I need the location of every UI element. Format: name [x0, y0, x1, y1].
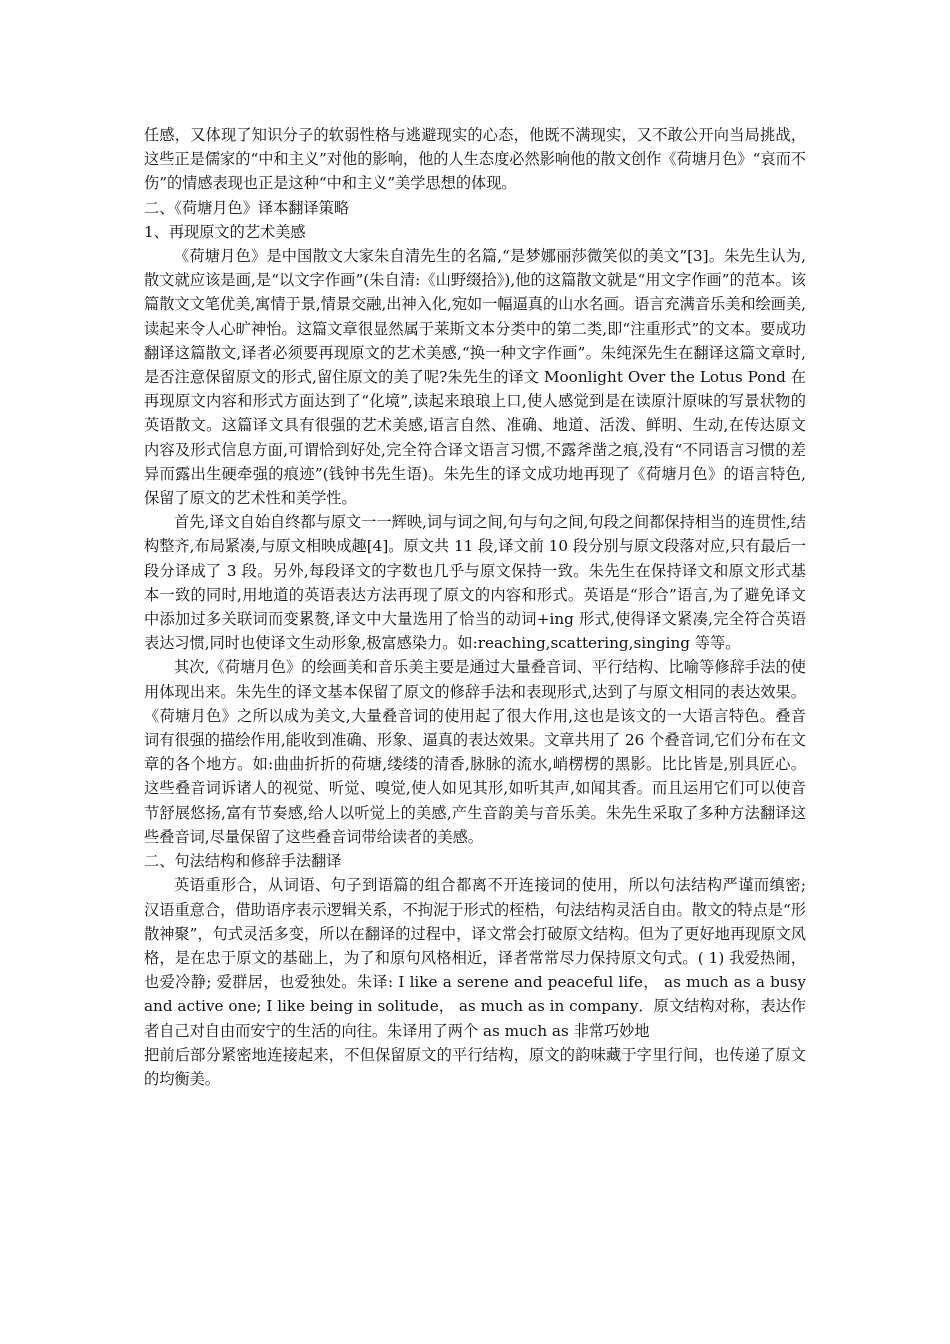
section-heading-syntax-rhetoric: 二、句法结构和修辞手法翻译	[144, 852, 342, 871]
section-heading-translation-strategy: 二、《荷塘月色》译本翻译策略	[144, 198, 350, 217]
paragraph-continued: 任感，又体现了知识分子的软弱性格与逃避现实的心态，他既不满现实，又不敢公开向当局挑战，这些正是儒家的“中和主义”对他的影响，他的人生态度必然影响他的散文创作《荷塘月色》“哀而不伤”的情感表现也正是这种“中和主义”美学思想的体现。	[144, 126, 806, 193]
paragraph-body: 其次,《荷塘月色》的绘画美和音乐美主要是通过大量叠音词、平行结构、比喻等修辞手法的使用体现出来。朱先生的译文基本保留了原文的修辞手法和表现形式,达到了与原文相同的表达效果。《荷塘月色》之所以成为美文,大量叠音词的使用起了很大作用,这也是该文的一大语言特色。叠音词有很强的描绘作用,能收到准确、形象、逼真的表达效果。文章共用了 26 个叠音词,它们分布在文章的各个地方。如:曲曲折折的荷塘,缕缕的清香,脉脉的流水,峭楞楞的黑影。比比皆是,别具匠心。这些叠音词诉诸人的视觉、听觉、嗅觉,使人如见其形,如听其声,如闻其香。而且运用它们可以使音节舒展悠扬,富有节奏感,给人以听觉上的美感,产生音韵美与音乐美。朱先生采取了多种方法翻译这些叠音词,尽量保留了这些叠音词带给读者的美感。	[144, 658, 806, 846]
paragraph-body: 英语重形合，从词语、句子到语篇的组合都离不开连接词的使用，所以句法结构严谨而缜密; 汉语重意合，借助语序表示逻辑关系，不拘泥于形式的桎梏，句法结构灵活自由。散文的特点是“形散神聚”，句式灵活多变，所以在翻译的过程中，译文常会打破原文结构。但为了更好地再现原文风格，是在忠于原文的基础上，为了和原句风格相近，译者常常尽力保持原文句式。( 1) 我爱热闹，也爱冷静; 爱群居，也爱独处。朱译: I like a serene and peaceful life， as much as a busy and active one; I like being in solitude， as much as in company．原文结构对称，表达作者自己对自由而安宁的生活的向往。朱译用了两个 as much as 非常巧妙地	[144, 876, 806, 1040]
document-page	[144, 123, 806, 1091]
paragraph-body: 首先,译文自始自终都与原文一一辉映,词与词之间,句与句之间,句段之间都保持相当的连贯性,结构整齐,布局紧凑,与原文相映成趣[4]。原文共 11 段,译文前 10 段分别与原文段落对应,只有最后一段分译成了 3 段。另外,每段译文的字数也几乎与原文保持一致。朱先生在保持译文和原文形式基本一致的同时,用地道的英语表达方法再现了原文的内容和形式。英语是“形合”语言,为了避免译文中添加过多关联词而变累赘,译文中大量选用了恰当的动词+ing 形式,使得译文紧凑,完全符合英语表达习惯,同时也使译文生动形象,极富感染力。如:reaching,scattering,singing 等等。	[144, 513, 806, 653]
paragraph-continued: 把前后部分紧密地连接起来，不但保留原文的平行结构，原文的韵味藏于字里行间，也传递了原文的均衡美。	[144, 1045, 806, 1088]
subsection-heading-artistic-beauty: 1、再现原文的艺术美感	[144, 222, 306, 241]
paragraph-body: 《荷塘月色》是中国散文大家朱自清先生的名篇,“是梦娜丽莎微笑似的美文”[3]。朱先生认为,散文就应该是画,是“以文字作画”(朱自清:《山野缀拾》),他的这篇散文就是“用文字作画”的范本。该篇散文文笔优美,寓情于景,情景交融,出神入化,宛如一幅逼真的山水名画。语言充满音乐美和绘画美,读起来令人心旷神怡。这篇文章很显然属于莱斯文本分类中的第二类,即“注重形式”的文本。要成功翻译这篇散文,译者必须要再现原文的艺术美感,“换一种文字作画”。朱纯深先生在翻译这篇文章时,是否注意保留原文的形式,留住原文的美了呢?朱先生的译文 Moonlight Over the Lotus Pond 在再现原文内容和形式方面达到了“化境”,读起来琅琅上口,使人感觉到是在读原汁原味的写景状物的英语散文。这篇译文具有很强的艺术美感,语言自然、准确、地道、活泼、鲜明、生动,在传达原文内容及形式信息方面,可谓恰到好处,完全符合译文语言习惯,不露斧凿之痕,没有“不同语言习惯的差异而露出生硬牵强的痕迹”(钱钟书先生语)。朱先生的译文成功地再现了《荷塘月色》的语言特色,保留了原文的艺术性和美学性。	[144, 247, 807, 508]
